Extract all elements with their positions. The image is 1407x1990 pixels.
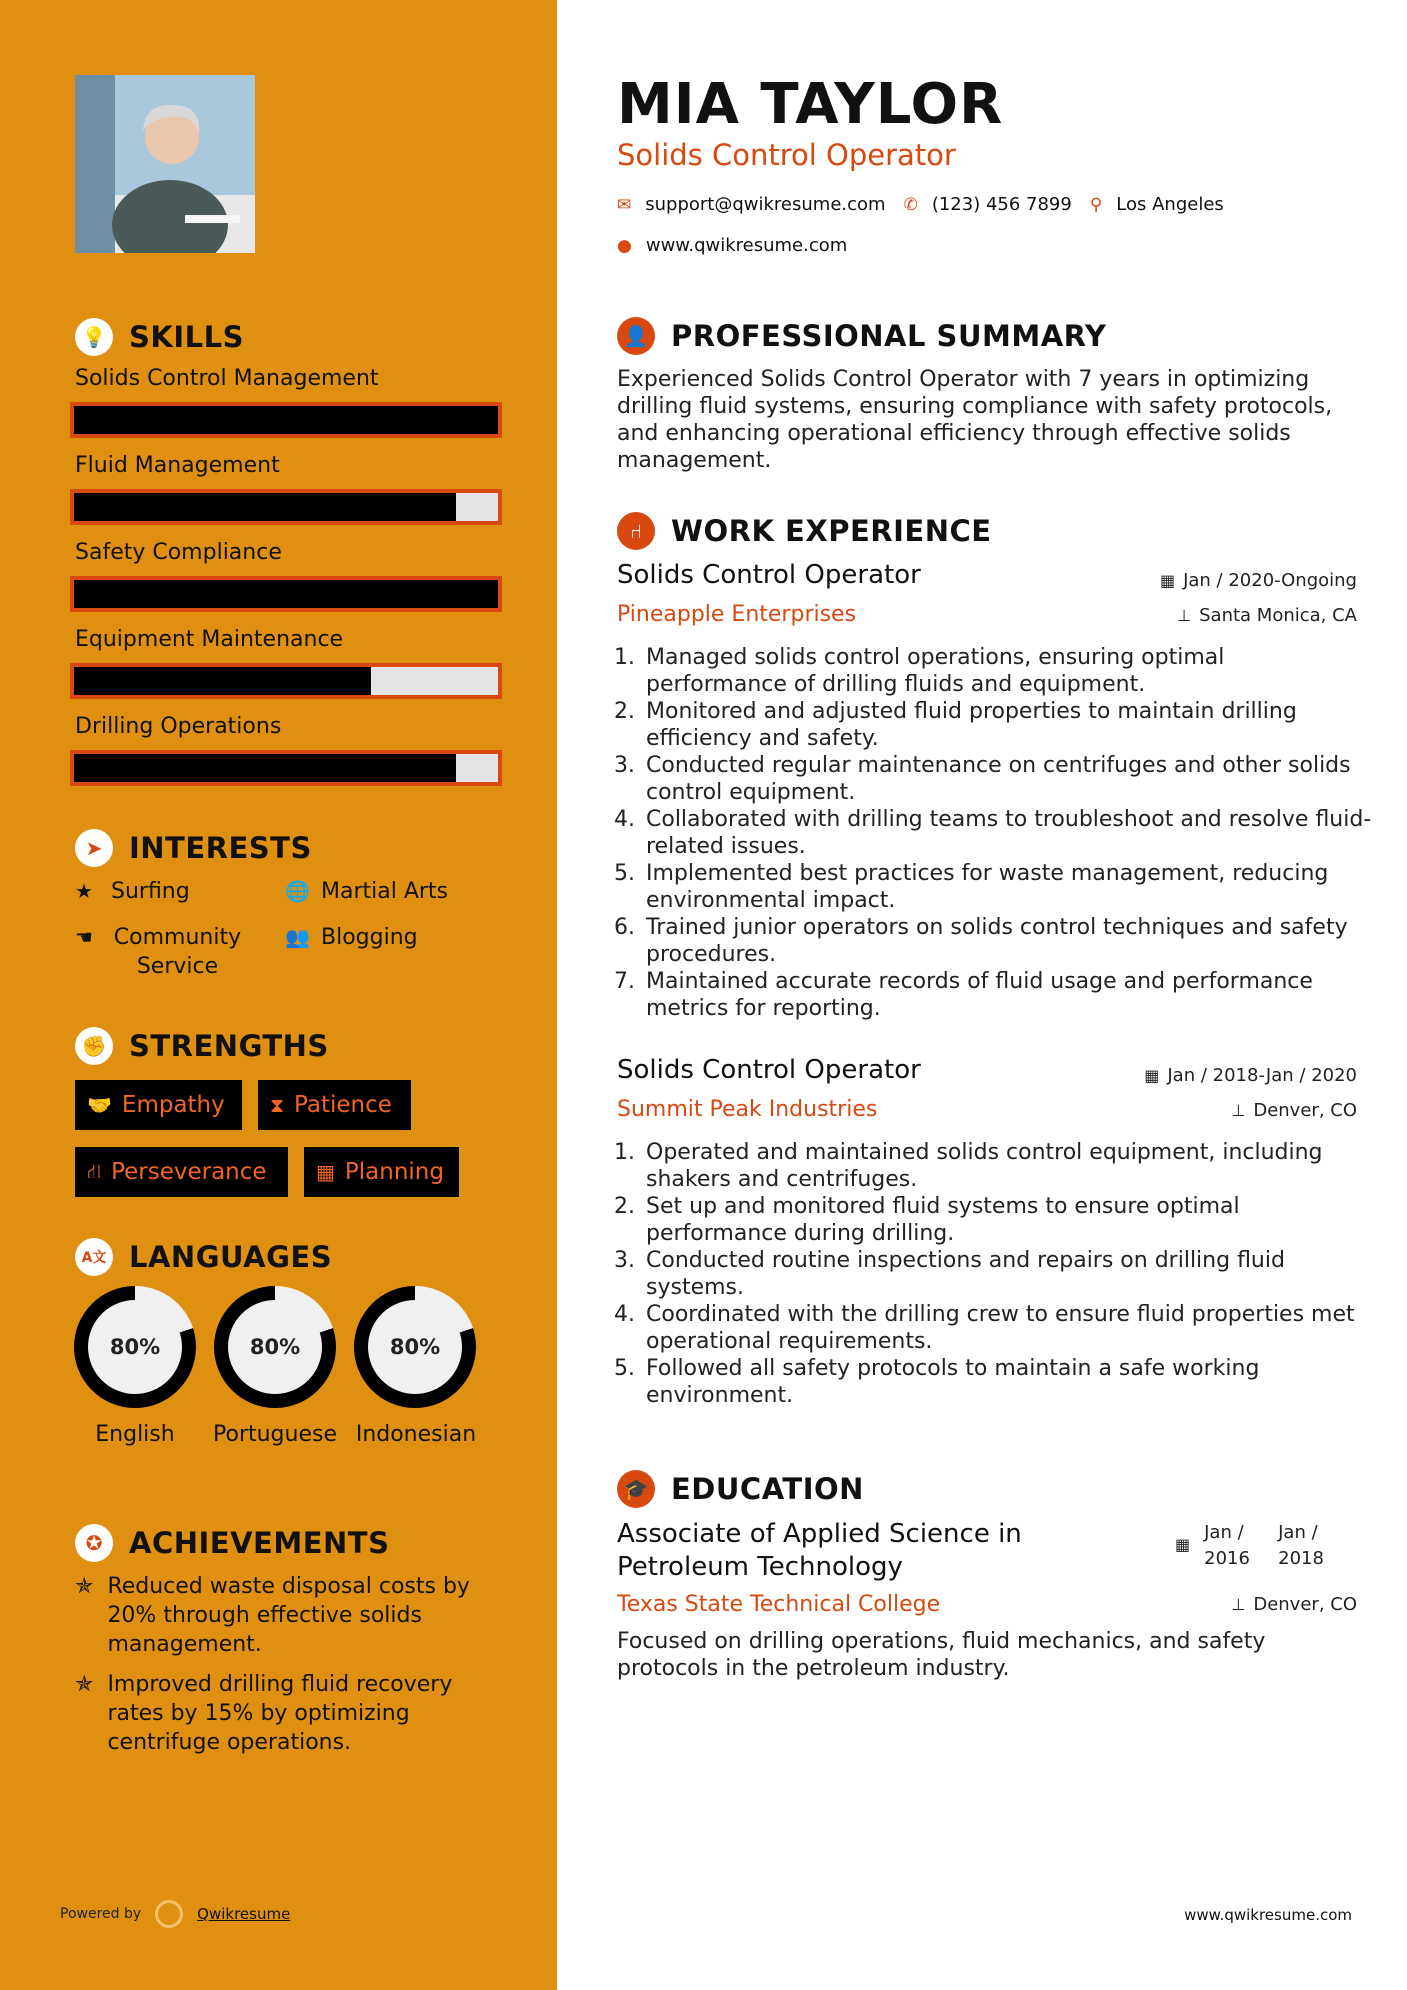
profile-photo [75, 75, 255, 253]
job-company: Summit Peak Industries [617, 1097, 878, 1122]
strength-badge [304, 1147, 459, 1197]
shooting-star-icon: ✯ [75, 1574, 94, 1599]
paper-plane-icon: ➤ [75, 829, 113, 867]
skill-bar [70, 489, 502, 525]
job-bullet [612, 968, 1372, 1022]
strength-badge [75, 1147, 288, 1197]
strength-label: Planning [344, 1159, 444, 1185]
hourglass-icon: ⧗ [270, 1093, 285, 1117]
bullet-number: 7. [614, 969, 635, 994]
language-icon: A文 [75, 1238, 113, 1276]
qwikresume-logo-icon [155, 1900, 183, 1928]
office-chair-icon: ⑁ [617, 512, 655, 550]
job-bullet [612, 1355, 1372, 1409]
bullet-text: Conducted regular maintenance on centrifuges and other solids control equipment. [646, 753, 1351, 805]
interest-label: Blogging [321, 925, 418, 950]
language-percent: 80% [228, 1300, 322, 1394]
bullet-number: 4. [614, 807, 635, 832]
globe-icon: ● [617, 235, 632, 256]
interest-label: Martial Arts [321, 879, 449, 904]
skill-bar-fill [74, 493, 456, 521]
pushpin-icon: ⊥ [1177, 606, 1192, 625]
language-name: Indonesian [355, 1422, 477, 1447]
job-bullet [612, 1193, 1372, 1247]
calendar-icon: ▦ [1175, 1535, 1191, 1554]
website-link[interactable]: www.qwikresume.com [645, 235, 848, 256]
bullet-number: 3. [614, 1248, 635, 1273]
education-school: Texas State Technical College [617, 1592, 941, 1617]
achievement-text: Improved drilling fluid recovery rates by 15% by optimizing centrifuge operations. [107, 1672, 453, 1755]
bullet-text: Coordinated with the drilling crew to ensure fluid properties met operational requirements. [646, 1302, 1355, 1354]
skill-bar [70, 663, 502, 699]
job-dates-text: Jan / 2020-Ongoing [1183, 570, 1357, 591]
sidebar [0, 0, 557, 1990]
bullet-number: 1. [614, 1140, 635, 1165]
achievements-heading: ACHIEVEMENTS [129, 1526, 390, 1560]
language-percent: 80% [368, 1300, 462, 1394]
education-dates [1175, 1520, 1338, 1572]
bullet-text: Monitored and adjusted fluid properties to maintain drilling efficiency and safety. [646, 699, 1297, 751]
bullet-number: 2. [614, 699, 635, 724]
candidate-title: Solids Control Operator [617, 138, 956, 172]
job-title: Solids Control Operator [617, 1055, 921, 1085]
bullet-text: Implemented best practices for waste management, reducing environmental impact. [646, 861, 1329, 913]
road-icon: ⛙ [87, 1158, 102, 1183]
job-bullet [612, 860, 1372, 914]
summary-heading: PROFESSIONAL SUMMARY [671, 319, 1107, 353]
interests-heading: INTERESTS [129, 831, 312, 865]
calendar-icon: ▦ [1159, 571, 1176, 590]
languages-heading-row [75, 1238, 332, 1276]
bullet-number: 3. [614, 753, 635, 778]
website-row [617, 235, 847, 256]
bullet-number: 2. [614, 1194, 635, 1219]
strength-badge [75, 1080, 242, 1130]
pushpin-icon: ⊥ [1231, 1595, 1246, 1614]
graduation-icon: 🎓 [617, 1470, 655, 1508]
experience-heading: WORK EXPERIENCE [671, 514, 992, 548]
skill-bar [70, 576, 502, 612]
phone-number: (123) 456 7899 [931, 194, 1072, 215]
bullet-number: 6. [614, 915, 635, 940]
users-icon: 👥 [285, 925, 310, 949]
email-link[interactable]: support@qwikresume.com [645, 194, 886, 215]
summary-heading-row [617, 317, 1106, 355]
job-location [1231, 1100, 1357, 1121]
language-ring [354, 1286, 476, 1408]
interest-item [285, 877, 448, 906]
bullet-text: Maintained accurate records of fluid usage and performance metrics for reporting. [646, 969, 1313, 1021]
education-description: Focused on drilling operations, fluid mechanics, and safety protocols in the petroleum industry. [617, 1629, 1266, 1681]
education-location [1231, 1594, 1357, 1615]
star-badge-icon: ✪ [75, 1524, 113, 1562]
interests-heading-row [75, 829, 312, 867]
skill-label: Drilling Operations [75, 714, 282, 739]
interest-item [285, 923, 418, 952]
calendar-icon: ▦ [1144, 1066, 1160, 1085]
skill-bar-fill [74, 406, 498, 434]
bullet-text: Set up and monitored fluid systems to ensure optimal performance during drilling. [646, 1194, 1240, 1246]
main-content [557, 0, 1407, 1990]
skills-heading: SKILLS [129, 320, 244, 354]
shooting-star-icon: ✯ [75, 1672, 94, 1697]
job-location-text: Denver, CO [1253, 1100, 1357, 1121]
job-company: Pineapple Enterprises [617, 602, 857, 627]
bullet-text: Trained junior operators on solids control techniques and safety procedures. [646, 915, 1348, 967]
hand-icon: ☚ [75, 925, 93, 949]
bullet-text: Collaborated with drilling teams to troubleshoot and resolve fluid-related issues. [646, 807, 1372, 859]
job-bullet [612, 914, 1372, 968]
education-start: Jan / 2016 [1204, 1522, 1250, 1569]
skill-label: Fluid Management [75, 453, 280, 478]
lightbulb-icon: 💡 [75, 318, 113, 356]
powered-by [60, 1900, 290, 1928]
interest-item [75, 923, 250, 981]
qwikresume-link[interactable]: Qwikresume [197, 1905, 291, 1923]
education-heading-row [617, 1470, 864, 1508]
language-percent: 80% [88, 1300, 182, 1394]
footer-website-link[interactable]: www.qwikresume.com [1184, 1906, 1352, 1924]
achievement-item [75, 1670, 505, 1757]
globe-icon: 🌐 [285, 879, 310, 903]
calendar-icon: ▦ [316, 1160, 335, 1184]
skill-label: Solids Control Management [75, 366, 379, 391]
job-bullets [612, 644, 1372, 1022]
location: Los Angeles [1116, 194, 1224, 215]
powered-by-label: Powered by [60, 1906, 142, 1922]
job-bullet [612, 1247, 1372, 1301]
person-photo-illustration [75, 75, 255, 253]
job-bullet [612, 752, 1372, 806]
interest-label: Surfing [111, 879, 190, 904]
job-bullet [612, 1301, 1372, 1355]
star-icon: ★ [75, 879, 93, 903]
job-dates [1144, 1065, 1357, 1086]
map-pin-icon: ⚲ [1089, 194, 1103, 215]
bullet-text: Managed solids control operations, ensuring optimal performance of drilling fluids and equipment. [646, 645, 1225, 697]
education-location-text: Denver, CO [1253, 1594, 1357, 1615]
contact-row [617, 194, 1224, 215]
candidate-name: MIA TAYLOR [617, 72, 1004, 137]
education-end: Jan / 2018 [1278, 1522, 1324, 1569]
job-bullet [612, 806, 1372, 860]
skill-label: Equipment Maintenance [75, 627, 344, 652]
envelope-icon: ✉ [617, 194, 632, 215]
language-ring [214, 1286, 336, 1408]
bullet-text: Conducted routine inspections and repairs on drilling fluid systems. [646, 1248, 1285, 1300]
skill-bar [70, 750, 502, 786]
skill-bar-fill [74, 754, 456, 782]
interest-item [75, 877, 190, 906]
bullet-number: 4. [614, 1302, 635, 1327]
achievement-text: Reduced waste disposal costs by 20% through effective solids management. [107, 1574, 470, 1657]
education-degree: Associate of Applied Science in Petroleum Technology [617, 1519, 1022, 1582]
job-bullet [612, 644, 1372, 698]
language-name: Portuguese [213, 1422, 337, 1447]
education-heading: EDUCATION [671, 1472, 864, 1506]
strengths-heading: STRENGTHS [129, 1029, 329, 1063]
job-location [1177, 605, 1357, 626]
skills-heading-row [75, 318, 244, 356]
strength-label: Patience [294, 1092, 392, 1118]
fist-icon: ✊ [75, 1027, 113, 1065]
bullet-text: Followed all safety protocols to maintain a safe working environment. [646, 1356, 1260, 1408]
bullet-number: 5. [614, 861, 635, 886]
bullet-text: Operated and maintained solids control equipment, including shakers and centrifuges. [646, 1140, 1323, 1192]
skill-label: Safety Compliance [75, 540, 282, 565]
languages-heading: LANGUAGES [129, 1240, 333, 1274]
phone-icon: ✆ [903, 194, 918, 215]
achievements-heading-row [75, 1524, 389, 1562]
pushpin-icon: ⊥ [1231, 1101, 1246, 1120]
achievement-item [75, 1572, 505, 1659]
job-dates-text: Jan / 2018-Jan / 2020 [1167, 1065, 1357, 1086]
strengths-heading-row [75, 1027, 329, 1065]
strength-badge [258, 1080, 411, 1130]
skill-bar [70, 402, 502, 438]
summary-text: Experienced Solids Control Operator with 7 years in optimizing drilling fluid systems, ensuring compliance with safety protocols, and enhancing operational efficiency through effective solids management. [617, 367, 1333, 473]
strength-label: Empathy [121, 1092, 225, 1118]
language-name: English [95, 1422, 175, 1447]
skill-bar-fill [74, 667, 371, 695]
job-bullets [612, 1139, 1372, 1409]
user-icon: 👤 [617, 317, 655, 355]
language-ring [74, 1286, 196, 1408]
bullet-number: 5. [614, 1356, 635, 1381]
strength-label: Perseverance [111, 1159, 267, 1185]
job-title: Solids Control Operator [617, 560, 921, 590]
skill-bar-fill [74, 580, 498, 608]
interest-label: Community Service [113, 925, 242, 979]
experience-heading-row [617, 512, 992, 550]
job-bullet [612, 698, 1372, 752]
handshake-icon: 🤝 [87, 1093, 112, 1117]
job-dates [1160, 570, 1357, 591]
bullet-number: 1. [614, 645, 635, 670]
job-location-text: Santa Monica, CA [1199, 605, 1357, 626]
job-bullet [612, 1139, 1372, 1193]
